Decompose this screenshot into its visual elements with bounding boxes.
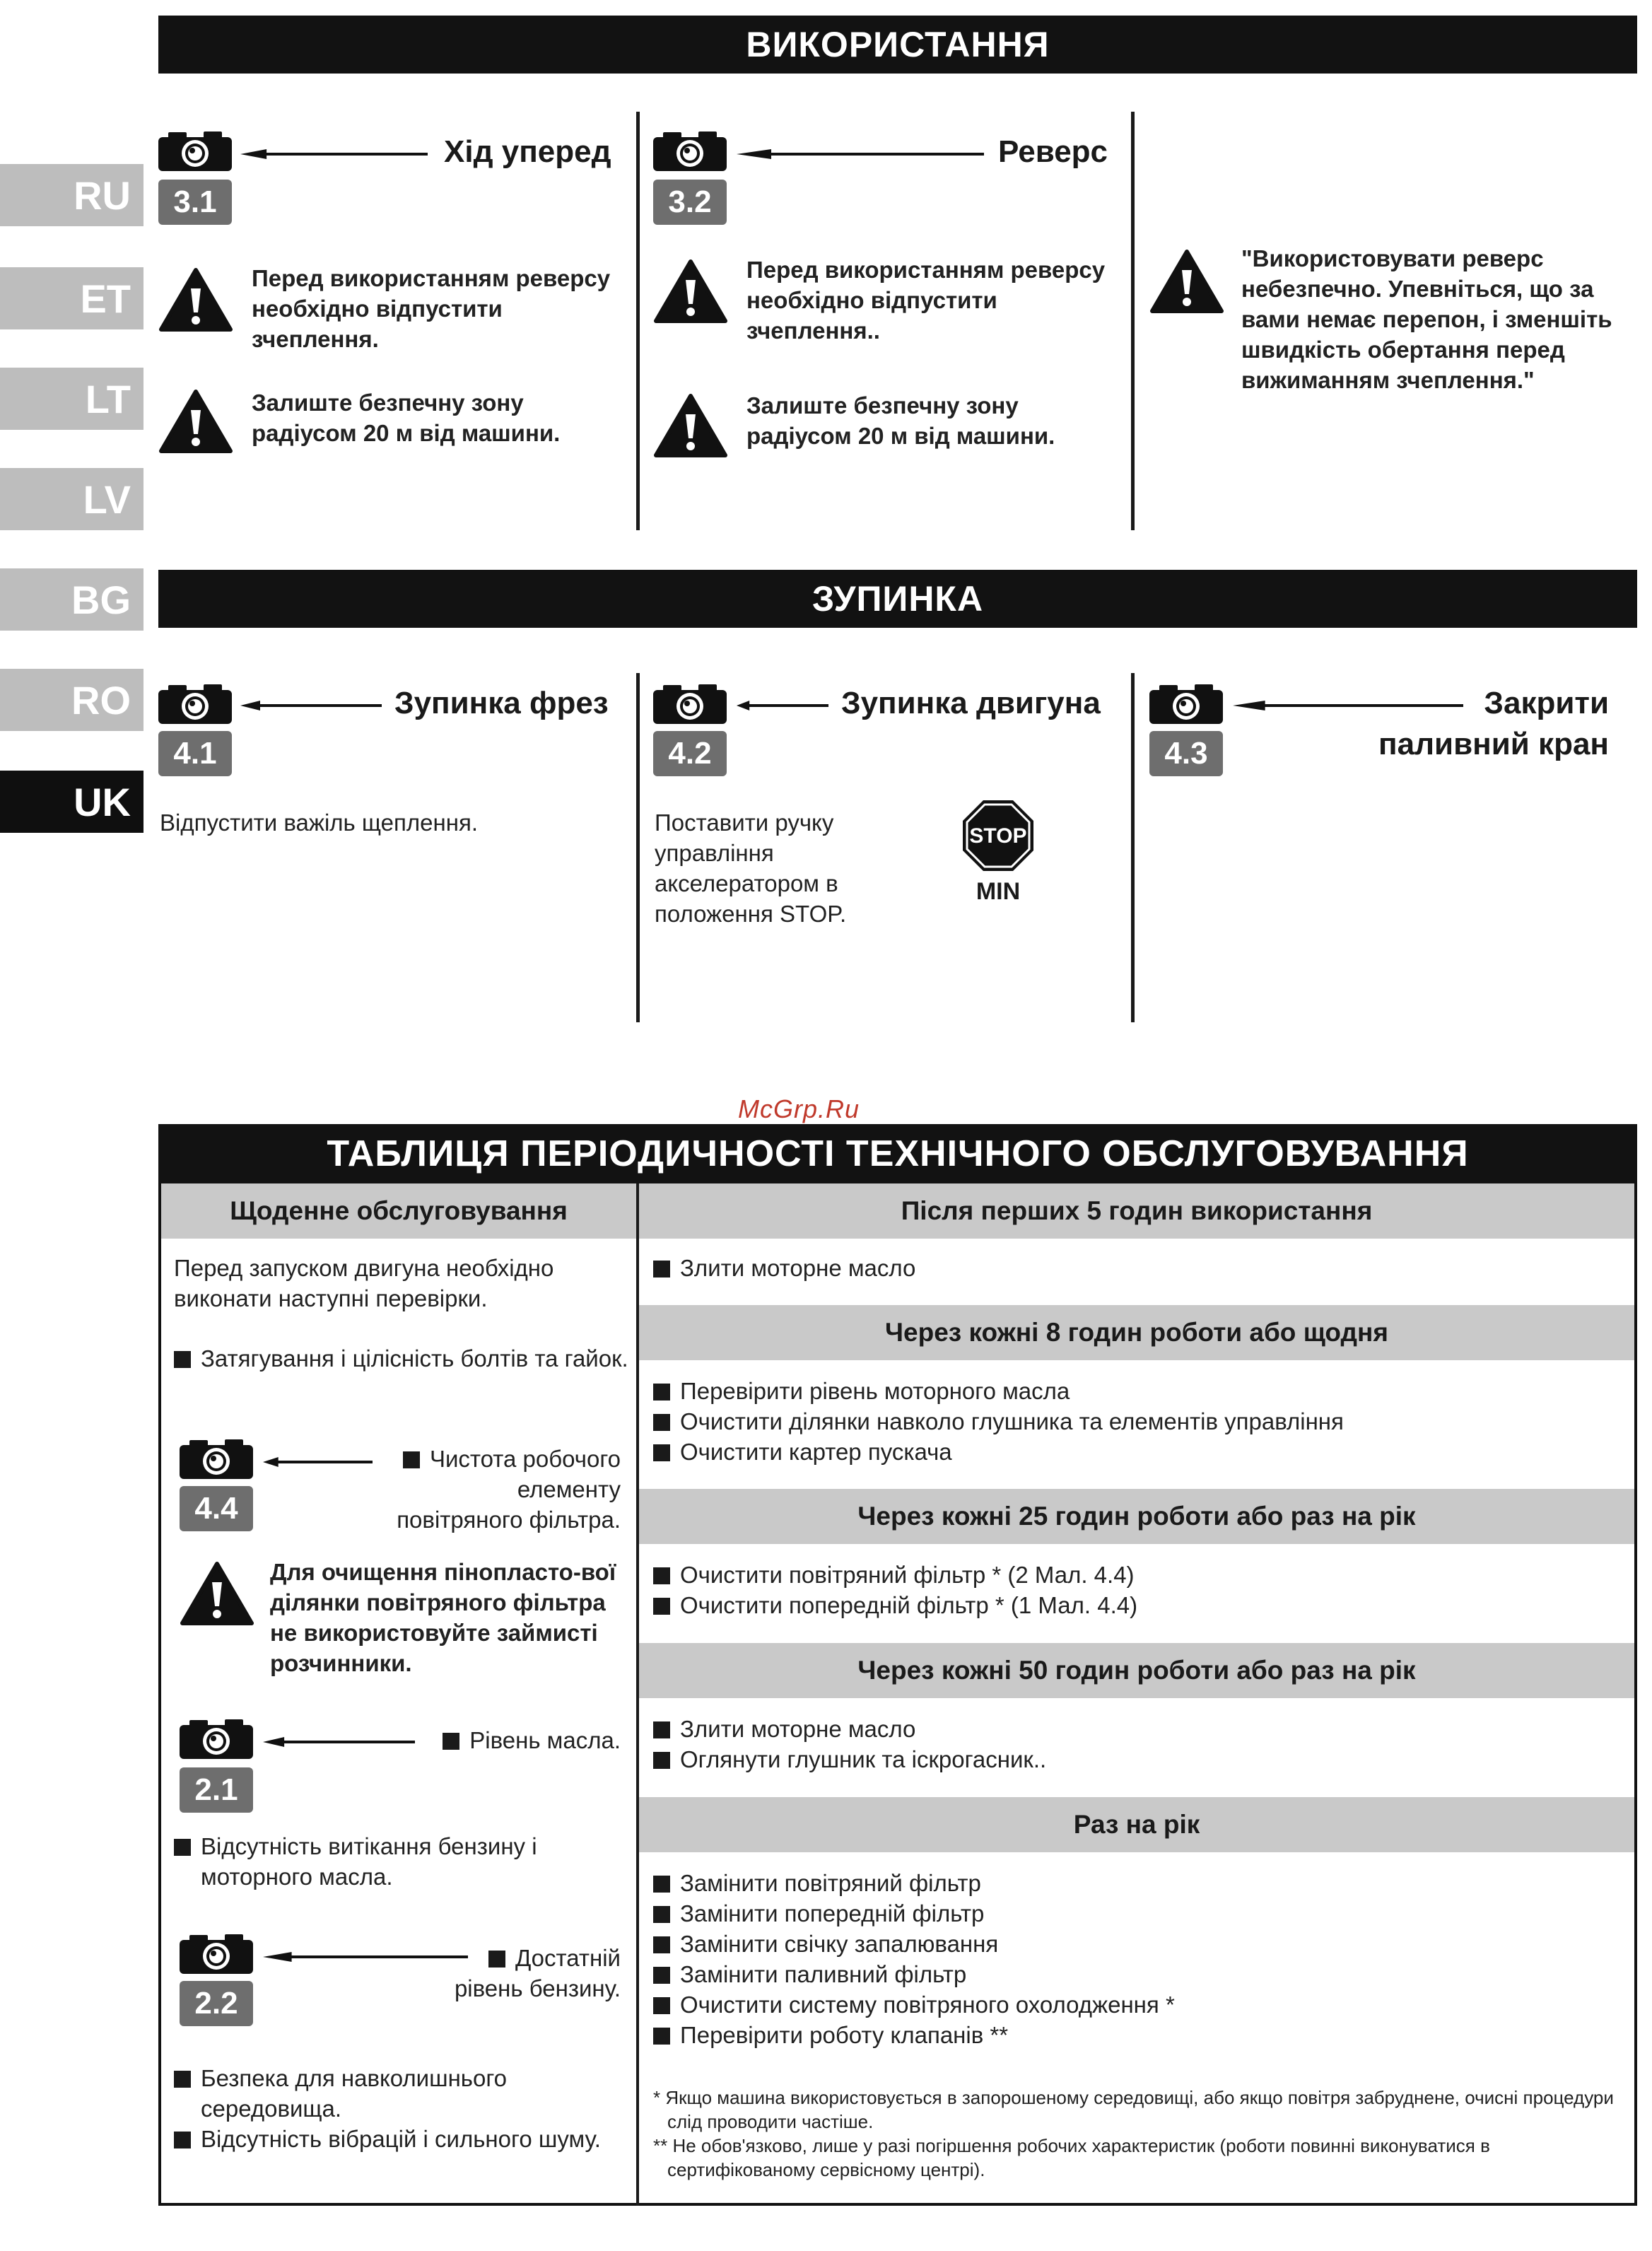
camera-icon xyxy=(653,683,727,724)
check-text: Чистота робочого xyxy=(429,1446,621,1472)
camera-icon xyxy=(653,130,727,171)
task-item xyxy=(653,1714,1046,1744)
task-item xyxy=(653,1437,1344,1467)
step-badge: 4.3 xyxy=(1149,731,1223,776)
column-divider xyxy=(1131,112,1135,530)
period-items xyxy=(653,1560,1137,1620)
column-divider xyxy=(636,112,640,530)
task-item xyxy=(653,1959,1175,1989)
arrow-left-icon xyxy=(263,1735,415,1749)
task-text: Замінити свічку запалювання xyxy=(680,1931,999,1957)
period-items xyxy=(653,1376,1344,1467)
bullet-square-icon xyxy=(653,1752,670,1769)
arrow-left-icon xyxy=(240,147,428,161)
step-badge: 4.1 xyxy=(158,731,232,776)
bullet-square-icon xyxy=(443,1733,459,1750)
task-item xyxy=(653,1744,1046,1775)
daily-warning-text: Для очищення пінопласто-вої ділянки повітряного фільтра не використовуйте займисті розчинники. xyxy=(270,1559,616,1676)
period-items xyxy=(653,1253,915,1283)
lang-tab-lv[interactable] xyxy=(0,468,143,530)
warning-icon xyxy=(1149,249,1224,314)
close-fuel-title-line1: Закрити xyxy=(1484,686,1609,720)
bullet-square-icon xyxy=(653,1444,670,1461)
bullet-square-icon xyxy=(653,1598,670,1615)
column-divider xyxy=(1131,673,1135,1022)
bullet-square-icon xyxy=(174,2132,191,2148)
check-text: Безпека для навколишнього середовища. xyxy=(201,2065,508,2122)
task-item xyxy=(653,1929,1175,1959)
arrow-left-icon xyxy=(240,698,382,713)
stop-sign-text: STOP xyxy=(969,824,1027,848)
stop-engine-text: Поставити ручку управління акселератором в положення STOP. xyxy=(655,809,847,927)
warning-icon xyxy=(180,1561,254,1626)
reverse-title: Реверс xyxy=(998,134,1108,169)
column-divider xyxy=(636,673,640,1022)
camera-icon xyxy=(1149,683,1223,724)
stop-engine-title: Зупинка двигуна xyxy=(841,686,1101,720)
warning-icon xyxy=(158,389,233,454)
usage-section-title: ВИКОРИСТАННЯ xyxy=(158,16,1637,74)
stop-section-title: ЗУПИНКА xyxy=(158,570,1637,628)
daily-check-leaks xyxy=(174,1831,653,1892)
reverse-warning-text: "Використовувати реверс небезпечно. Упевніться, що за вами немає перепон, і зменшіть швидкість обертання перед вижиманням зчеплення." xyxy=(1241,245,1612,393)
warning-text: Залиште безпечну зону радіусом 20 м від машини. xyxy=(746,392,1055,449)
watermark: McGrp.Ru xyxy=(737,1094,860,1123)
lang-tab-bg[interactable] xyxy=(0,568,143,631)
warning-text: Перед використанням реверсу необхідно відпустити зчеплення.. xyxy=(746,257,1106,344)
bullet-square-icon xyxy=(653,1936,670,1953)
step-badge: 3.2 xyxy=(653,180,727,225)
lang-tab-et[interactable] xyxy=(0,267,143,329)
check-text: Відсутність витікання бензину і моторного масла. xyxy=(201,1833,537,1890)
lang-label: UK xyxy=(74,779,131,824)
warning-icon xyxy=(653,393,728,458)
bullet-square-icon xyxy=(653,1721,670,1738)
bullet-square-icon xyxy=(653,1906,670,1923)
stop-tillers-text: Відпустити важіль щеплення. xyxy=(160,809,478,836)
camera-icon xyxy=(158,683,232,724)
lang-label: ET xyxy=(80,276,131,321)
bullet-square-icon xyxy=(653,2028,670,2045)
lang-label: LV xyxy=(83,476,131,522)
lang-tab-uk[interactable] xyxy=(0,771,143,833)
task-item xyxy=(653,1868,1175,1898)
warning-icon xyxy=(653,259,728,324)
bullet-square-icon xyxy=(174,2071,191,2088)
step-badge: 2.2 xyxy=(180,1981,253,2026)
period-header: Через кожні 8 годин роботи або щодня xyxy=(639,1305,1634,1360)
task-text: Очистити повітряний фільтр * (2 Мал. 4.4) xyxy=(680,1562,1135,1588)
close-fuel-title-line2: паливний кран xyxy=(1378,727,1609,761)
task-item xyxy=(653,1376,1344,1406)
daily-check-oil xyxy=(396,1725,621,1755)
task-item xyxy=(653,1989,1175,2020)
stop-tillers-title: Зупинка фрез xyxy=(394,686,609,720)
lang-tab-ro[interactable] xyxy=(0,669,143,731)
task-item xyxy=(653,1253,915,1283)
bullet-square-icon xyxy=(403,1451,420,1468)
task-item xyxy=(653,1560,1137,1590)
task-text: Очистити попередній фільтр * (1 Мал. 4.4) xyxy=(680,1592,1138,1618)
bullet-square-icon xyxy=(488,1951,505,1968)
check-line xyxy=(396,1943,621,1973)
bullet-square-icon xyxy=(174,1351,191,1368)
task-text: Перевірити рівень моторного масла xyxy=(680,1378,1070,1404)
period-items xyxy=(653,1868,1175,2050)
daily-check-airfilter xyxy=(353,1444,621,1535)
check-text: Достатній xyxy=(515,1945,621,1971)
task-text: Оглянути глушник та іскрогасник.. xyxy=(680,1746,1047,1772)
task-text: Злити моторне масло xyxy=(680,1716,916,1742)
task-text: Очистити систему повітряного охолодження * xyxy=(680,1992,1175,2018)
bullet-square-icon xyxy=(653,1261,670,1277)
task-item xyxy=(653,2020,1175,2050)
check-line: повітряного фільтра. xyxy=(397,1507,621,1533)
task-item xyxy=(653,1898,1175,1929)
daily-header: Щоденне обслуговування xyxy=(161,1183,636,1239)
lang-label: RO xyxy=(71,677,131,723)
bullet-square-icon xyxy=(653,1997,670,2014)
lang-label: BG xyxy=(71,577,131,622)
bullet-square-icon xyxy=(653,1567,670,1584)
bullet-square-icon xyxy=(174,1839,191,1856)
lang-tab-ru[interactable] xyxy=(0,164,143,226)
task-item xyxy=(653,1590,1137,1620)
bullet-square-icon xyxy=(653,1876,670,1893)
period-header: Після перших 5 годин використання xyxy=(639,1183,1634,1239)
warning-text: Залиште безпечну зону радіусом 20 м від машини. xyxy=(252,390,561,446)
lang-tab-lt[interactable] xyxy=(0,368,143,430)
camera-icon xyxy=(180,1438,253,1479)
bullet-square-icon xyxy=(653,1384,670,1401)
camera-icon xyxy=(158,130,232,171)
step-badge: 3.1 xyxy=(158,180,232,225)
period-header: Раз на рік xyxy=(639,1797,1634,1852)
task-text: Очистити ділянки навколо глушника та елементів управління xyxy=(680,1408,1344,1434)
task-text: Перевірити роботу клапанів ** xyxy=(680,2022,1009,2048)
bullet-square-icon xyxy=(653,1414,670,1431)
period-items xyxy=(653,1714,1046,1775)
forward-title: Хід уперед xyxy=(444,134,611,169)
check-text: Відсутність вібрацій і сильного шуму. xyxy=(201,2126,601,2152)
warning-icon xyxy=(158,267,233,332)
step-badge: 4.2 xyxy=(653,731,727,776)
task-text: Замінити паливний фільтр xyxy=(680,1961,967,1987)
daily-check-vibration xyxy=(174,2124,653,2154)
lang-label: RU xyxy=(74,173,131,218)
daily-check-environment xyxy=(174,2063,653,2124)
camera-icon xyxy=(180,1933,253,1974)
check-line: елементу xyxy=(517,1476,621,1502)
task-text: Очистити картер пускача xyxy=(680,1439,952,1465)
check-line: рівень бензину. xyxy=(454,1975,621,2001)
camera-icon xyxy=(180,1718,253,1759)
warning-text: Перед використанням реверсу необхідно відпустити зчеплення. xyxy=(252,265,611,352)
arrow-left-icon xyxy=(737,698,828,713)
stop-sign-caption: MIN xyxy=(976,878,1021,905)
arrow-left-icon xyxy=(737,147,984,161)
step-badge: 2.1 xyxy=(180,1767,253,1813)
task-text: Злити моторне масло xyxy=(680,1255,916,1281)
daily-check-fuel xyxy=(396,1943,621,2004)
check-text: Затягування і цілісність болтів та гайок. xyxy=(201,1345,628,1372)
step-badge: 4.4 xyxy=(180,1486,253,1531)
check-line xyxy=(353,1444,621,1474)
daily-intro: Перед запуском двигуна необхідно виконати наступні перевірки. xyxy=(174,1255,554,1311)
bullet-square-icon xyxy=(653,1967,670,1984)
stop-sign-icon xyxy=(961,799,1035,872)
maintenance-title: ТАБЛИЦЯ ПЕРІОДИЧНОСТІ ТЕХНІЧНОГО ОБСЛУГОВУВАННЯ xyxy=(158,1124,1637,1183)
period-header: Через кожні 25 годин роботи або раз на рік xyxy=(639,1489,1634,1544)
task-item xyxy=(653,1406,1344,1437)
lang-label: LT xyxy=(85,376,131,421)
task-text: Замінити повітряний фільтр xyxy=(680,1870,981,1896)
check-text: Рівень масла. xyxy=(469,1727,621,1753)
task-text: Замінити попередній фільтр xyxy=(680,1900,985,1926)
footnote-2: ** Не обов'язково, лише у разі погіршення робочих характеристик (роботи повинні виконуватися в сертифікованому сервісному центрі). xyxy=(653,2135,1490,2180)
footnote-1: * Якщо машина використовується в запорошеному середовищі, або якщо повітря забруднене, очисні процедури слід проводити частіше. xyxy=(653,2087,1614,2132)
period-header: Через кожні 50 годин роботи або раз на рік xyxy=(639,1643,1634,1698)
daily-check-bolts xyxy=(174,1343,653,1374)
